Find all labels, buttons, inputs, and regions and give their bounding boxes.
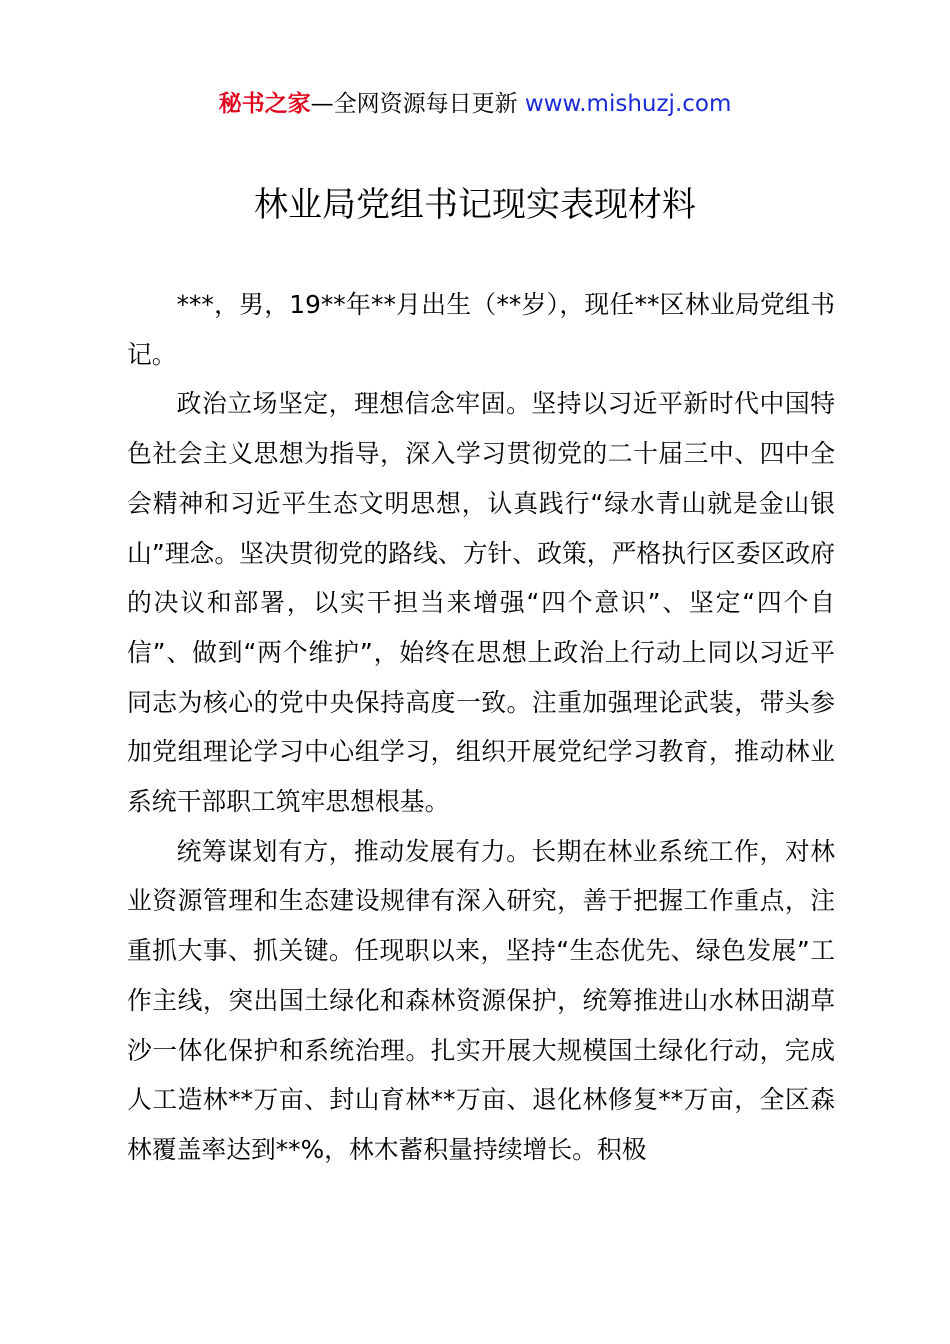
header-slogan: —全网资源每日更新 [310, 91, 518, 117]
paragraph-intro: ***，男，19**年**月出生（**岁），现任**区林业局党组书记。 [127, 290, 835, 369]
document-title: 林业局党组书记现实表现材料 [254, 185, 696, 225]
paragraph-political: 政治立场坚定，理想信念牢固。坚持以习近平新时代中国特色社会主义思想为指导，深入学习贯彻党的二十届三中、四中全会精神和习近平生态文明思想，认真践行“绿水青山就是金山银山”理念。坚决贯彻党的路线、方针、政策，严格执行区委区政府的决议和部署，以实干担当来增强“四个意识”、坚定“四个自信”、做到“两个维护”，始终在思想上政治上行动上同以习近平同志为核心的党中央保持高度一致。注重加强理论武装，带头参加党组理论学习中心组学习，组织开展党纪学习教育，推动林业系统干部职工筑牢思想根基。 [127, 389, 835, 817]
site-header [0, 86, 950, 122]
document-body [127, 280, 835, 1175]
site-url[interactable]: www.mishuzj.com [524, 91, 732, 117]
paragraph-planning: 统筹谋划有方，推动发展有力。长期在林业系统工作，对林业资源管理和生态建设规律有深入研究，善于把握工作重点，注重抓大事、抓关键。任现职以来，坚持“生态优先、绿色发展”工作主线，突出国土绿化和森林资源保护，统筹推进山水林田湖草沙一体化保护和系统治理。扎实开展大规模国土绿化行动，完成人工造林**万亩、封山育林**万亩、退化林修复**万亩，全区森林覆盖率达到**%，林木蓄积量持续增长。积极 [127, 836, 835, 1164]
brand-name: 秘书之家 [218, 91, 311, 117]
